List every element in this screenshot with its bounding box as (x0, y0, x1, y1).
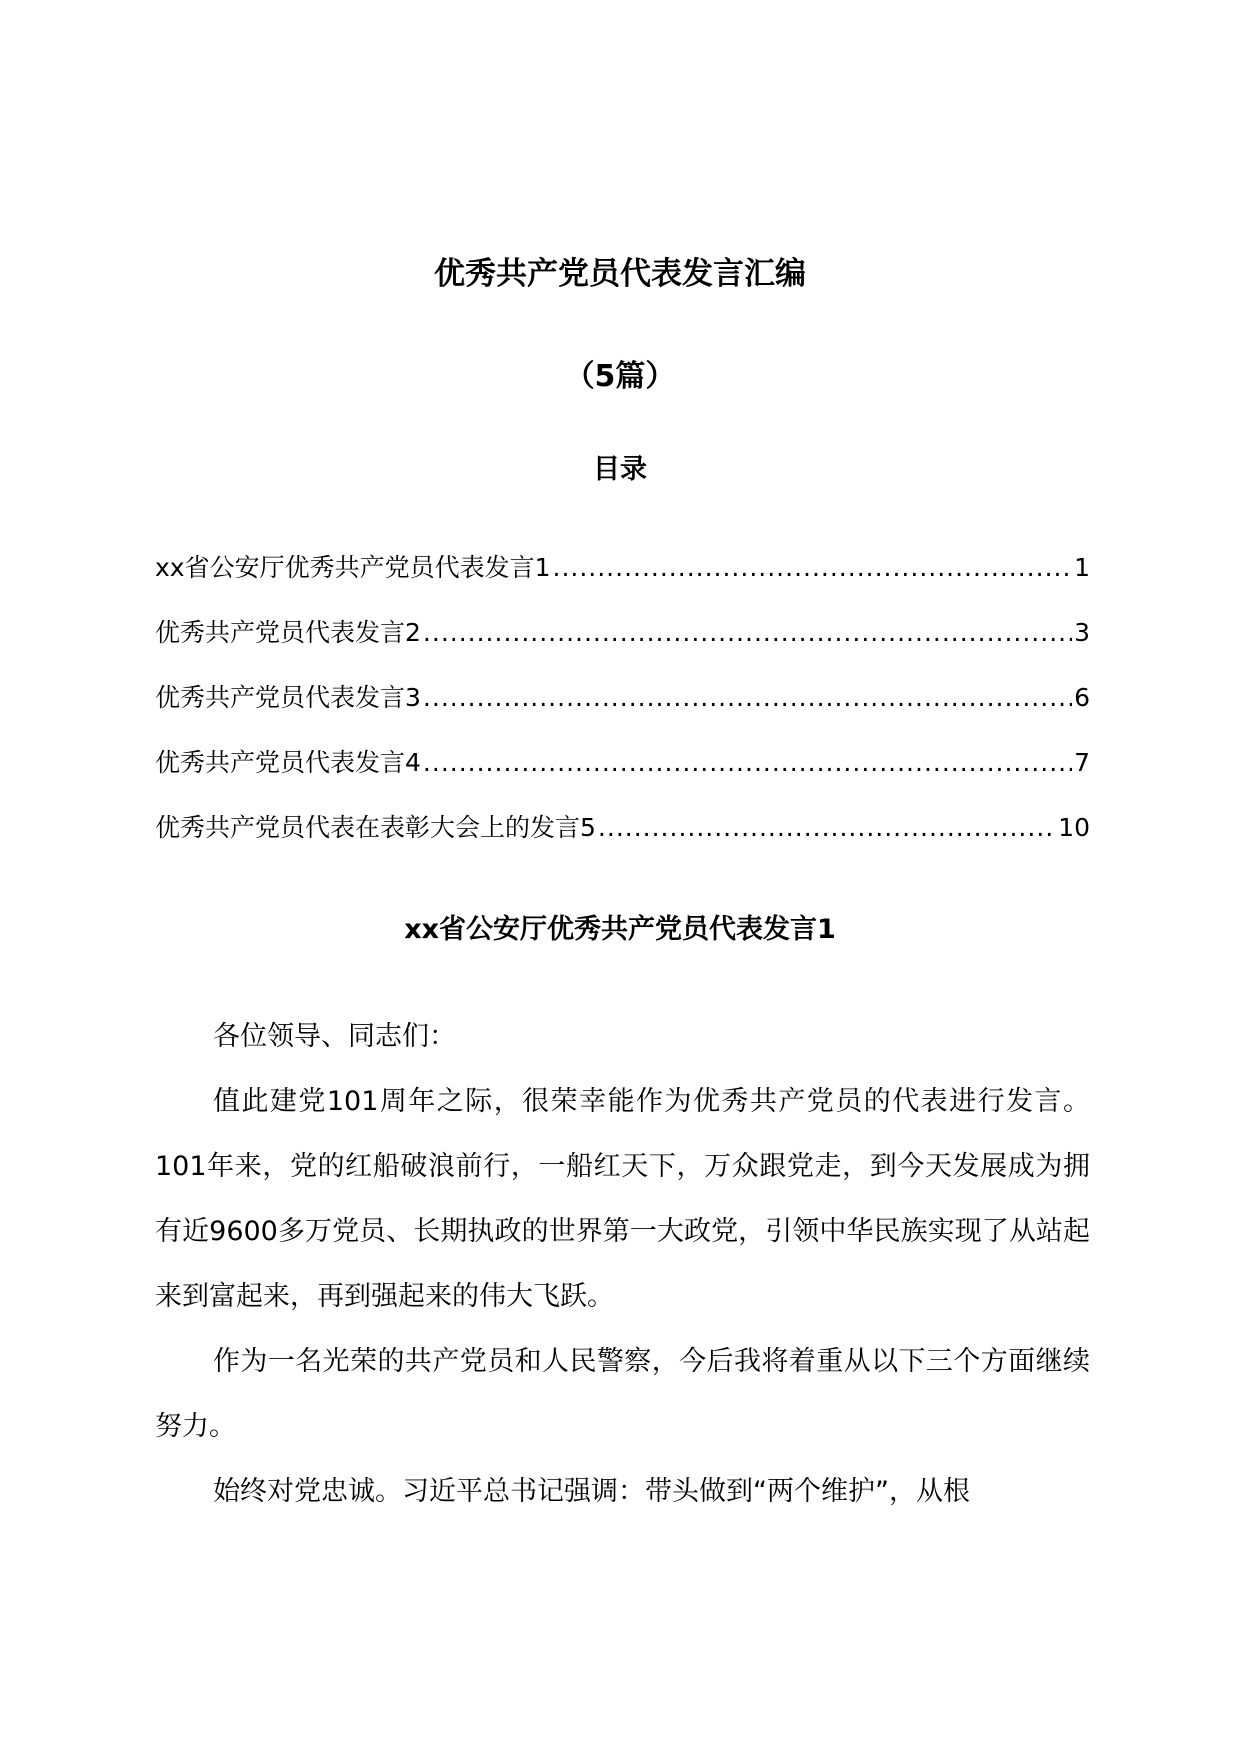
toc-entry-label: 优秀共产党员代表发言3 (155, 683, 421, 712)
toc-entry-page: 7 (1074, 748, 1090, 777)
toc-entry-label: 优秀共产党员代表发言4 (155, 748, 421, 777)
body-paragraph: 各位领导、同志们： (213, 1021, 456, 1052)
body-paragraph: 作为一名光荣的共产党员和人民警察，今后我将着重从以下三个方面继续努力。 (155, 1346, 1090, 1442)
body-paragraph: 始终对党忠诚。习近平总书记强调：带头做到“两个维护”，从根 (213, 1476, 970, 1507)
toc-entry[interactable] (155, 743, 1090, 808)
section-heading: xx省公安厅优秀共产党员代表发言1 (404, 914, 836, 945)
toc-entry-page: 3 (1074, 618, 1090, 647)
toc-leader-dots (553, 548, 1073, 588)
toc-entry-label: 优秀共产党员代表发言2 (155, 618, 421, 647)
toc-entry[interactable] (155, 613, 1090, 678)
document-subtitle: （5篇） (564, 359, 676, 394)
toc-entry-page: 6 (1074, 683, 1090, 712)
toc-entry-label: 优秀共产党员代表在表彰大会上的发言5 (155, 813, 596, 842)
toc-entry[interactable] (155, 548, 1090, 613)
toc-heading: 目录 (593, 454, 647, 485)
body-paragraph: 值此建党101周年之际，很荣幸能作为优秀共产党员的代表进行发言。101年来，党的红船破浪前行，一船红天下，万众跟党走，到今天发展成为拥有近9600多万党员、长期执政的世界第一大政党，引领中华民族实现了从站起来到富起来，再到强起来的伟大飞跃。 (155, 1086, 1090, 1312)
toc-entry[interactable] (155, 808, 1090, 873)
toc-leader-dots (423, 743, 1072, 783)
toc-entry[interactable] (155, 678, 1090, 743)
toc-entry-page: 10 (1058, 813, 1090, 842)
toc-leader-dots (423, 613, 1072, 653)
toc-leader-dots (423, 678, 1072, 718)
toc-leader-dots (598, 808, 1056, 848)
toc-entry-label: xx省公安厅优秀共产党员代表发言1 (155, 553, 551, 582)
document-title: 优秀共产党员代表发言汇编 (434, 256, 806, 292)
body-text (155, 1004, 1090, 1524)
toc-entry-page: 1 (1074, 553, 1090, 582)
table-of-contents (155, 548, 1090, 873)
